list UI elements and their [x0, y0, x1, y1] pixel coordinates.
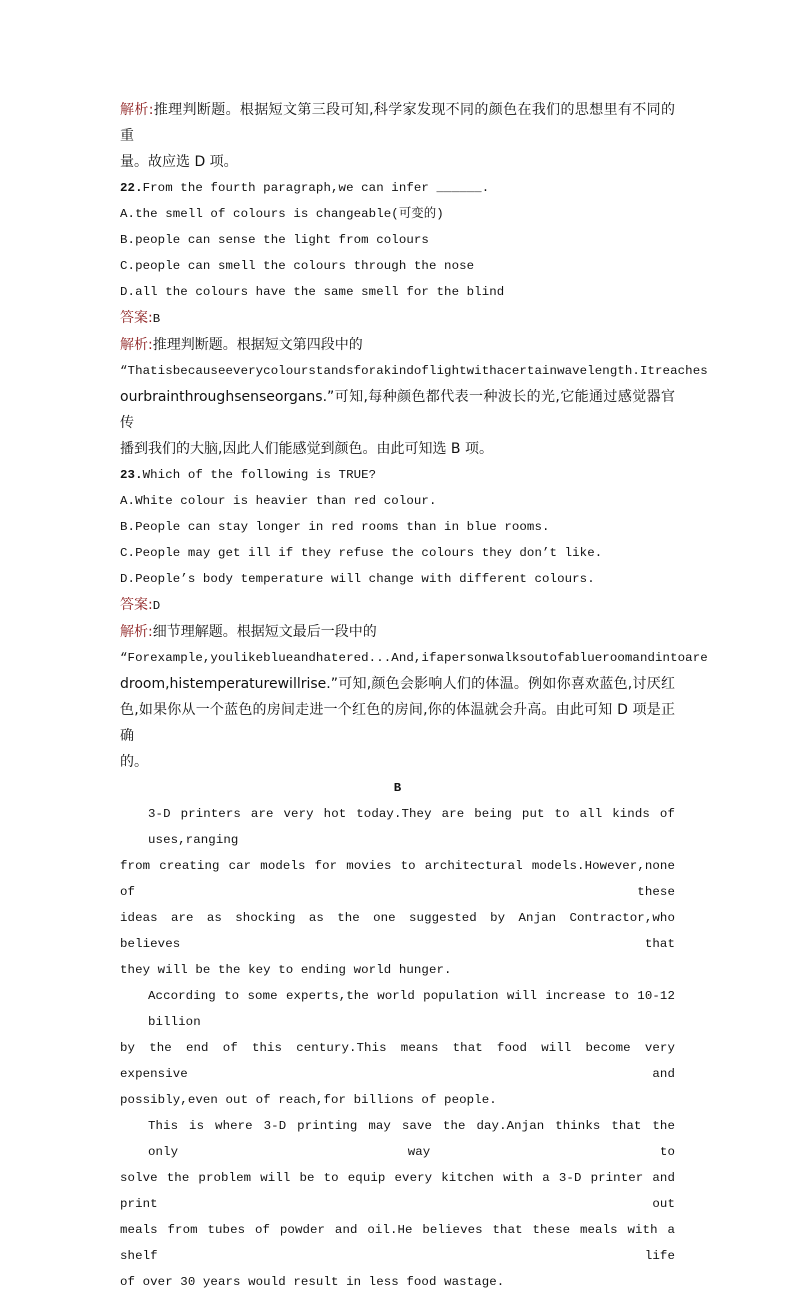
passage-line: from creating car models for movies to architectural models.However,none of these: [120, 859, 675, 899]
q22-question: [120, 175, 675, 201]
passage-line: ideas are as shocking as the one suggested by Anjan Contractor,who believes that: [120, 911, 675, 951]
passage-line: 3-D printers are very hot today.They are being put to all kinds of uses,ranging: [148, 807, 675, 847]
q23-answer-value: D: [152, 599, 161, 613]
q22-analysis-line-2: “Thatisbecauseeverycolourstandsforakindoflightwithacertainwavelength.Itreaches: [120, 364, 708, 378]
passage-paragraph-2: [120, 983, 675, 1113]
analysis-label: 解析:: [120, 102, 154, 118]
q23-analysis-line-4: 色,如果你从一个蓝色的房间走进一个红色的房间,你的体温就会升高。由此可知 D 项是正确: [120, 702, 675, 744]
q22-analysis-line-3: ourbrainthroughsenseorgans.”可知,每种颜色都代表一种波长的光,它能通过感觉器官传: [120, 389, 675, 431]
q23-analysis-line-2: “Forexample,youlikeblueandhatered...And,ifapersonwalksoutofablueroomandintoare: [120, 651, 708, 665]
q23-stem: Which of the following is TRUE?: [142, 468, 377, 482]
q23-analysis-line-5: 的。: [120, 754, 148, 770]
q22-analysis-text: 推理判断题。根据短文第四段中的: [152, 337, 363, 353]
q23-option-b: B.People can stay longer in red rooms than in blue rooms.: [120, 520, 550, 534]
passage-line: by the end of this century.This means that food will become very expensive and: [120, 1041, 675, 1081]
q23-option-c: C.People may get ill if they refuse the colours they don’t like.: [120, 546, 603, 560]
q22-number: 22.: [120, 181, 143, 195]
passage-heading: B: [393, 781, 402, 795]
q21-analysis-text: 推理判断题。根据短文第三段可知,科学家发现不同的颜色在我们的思想里有不同的重: [120, 102, 676, 144]
q22-option-d: D.all the colours have the same smell for the blind: [120, 285, 505, 299]
passage-paragraph-3: [120, 1113, 675, 1295]
analysis-label: 解析:: [120, 337, 153, 353]
q23-option-d: D.People’s body temperature will change with different colours.: [120, 572, 595, 586]
q22-analysis-line-1: [120, 332, 675, 358]
passage-line: This is where 3-D printing may save the day.Anjan thinks that the only way to: [148, 1119, 675, 1159]
q22-stem: From the fourth paragraph,we can infer ______.: [142, 181, 490, 195]
q22-option-b: B.people can sense the light from colours: [120, 233, 429, 247]
answer-label: 答案:: [120, 310, 153, 326]
q22-answer-value: B: [152, 312, 161, 326]
q23-analysis-line-3: droom,histemperaturewillrise.”可知,颜色会影响人们的体温。例如你喜欢蓝色,讨厌红: [120, 676, 675, 692]
passage-line: meals from tubes of powder and oil.He believes that these meals with a shelf life: [120, 1223, 675, 1263]
q21-analysis-line-2: 量。故应选 D 项。: [120, 154, 238, 170]
q23-number: 23.: [120, 468, 143, 482]
passage-line: of over 30 years would result in less food wastage.: [120, 1275, 505, 1289]
document-page: [120, 97, 708, 1295]
q23-option-a: A.White colour is heavier than red colour.: [120, 494, 437, 508]
answer-label: 答案:: [120, 597, 153, 613]
passage-line: According to some experts,the world population will increase to 10-12 billion: [148, 989, 675, 1029]
q22-analysis-line-4: 播到我们的大脑,因此人们能感觉到颜色。由此可知选 B 项。: [120, 441, 493, 457]
q23-analysis-line-1: [120, 619, 675, 645]
q22-option-c: C.people can smell the colours through the nose: [120, 259, 475, 273]
q22-option-a: A.the smell of colours is changeable(可变的): [120, 207, 444, 221]
passage-paragraph-1: [120, 801, 675, 983]
q21-analysis-line-1: [120, 97, 675, 149]
q23-question: [120, 462, 675, 488]
passage-line: solve the problem will be to equip every kitchen with a 3-D printer and print out: [120, 1171, 675, 1211]
analysis-label: 解析:: [120, 624, 153, 640]
q22-answer: [120, 305, 675, 332]
q23-answer: [120, 592, 675, 619]
q23-analysis-text: 细节理解题。根据短文最后一段中的: [152, 624, 377, 640]
passage-line: they will be the key to ending world hunger.: [120, 963, 452, 977]
passage-line: possibly,even out of reach,for billions of people.: [120, 1093, 497, 1107]
